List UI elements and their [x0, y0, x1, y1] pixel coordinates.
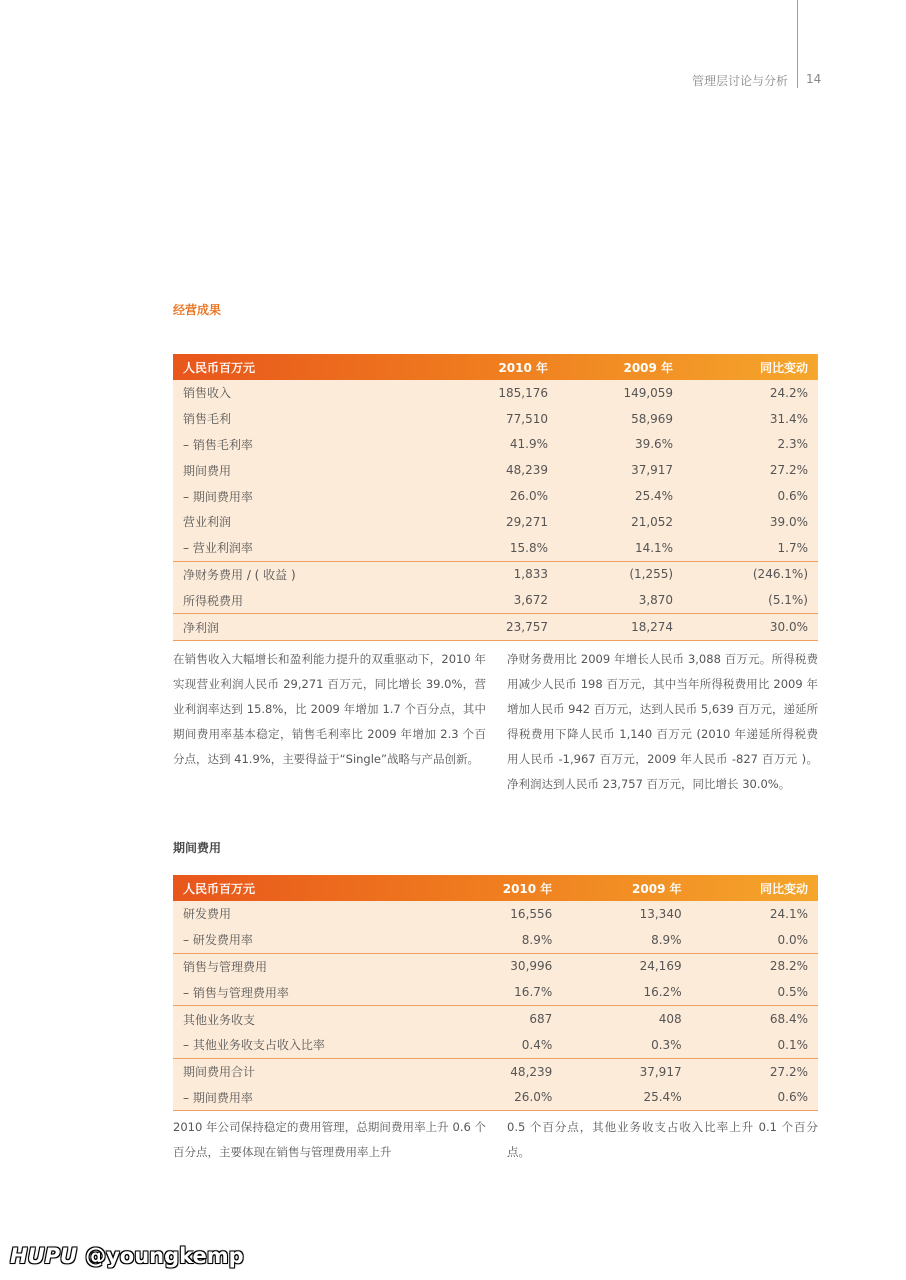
cell: 27.2% — [683, 457, 818, 483]
cell: 18,274 — [558, 614, 683, 641]
results-paragraph-left: 在销售收入大幅增长和盈利能力提升的双重驱动下，2010 年实现营业利润人民币 29,271 百万元，同比增长 39.0%，营业利润率达到 15.8%，比 2009 年增加 1.7 个百分点，其中期间费用率基本稳定，销售毛利率比 2009 年增加 2.3 个百分点，达到 41.9%，主要得益于“Single”战略与产品创新。 — [173, 652, 486, 766]
table-row — [173, 483, 818, 509]
row-label: – 营业利润率 — [173, 535, 433, 561]
column-header: 2010 年 — [498, 360, 549, 375]
table-row — [173, 1006, 818, 1032]
column-header: 人民币百万元 — [183, 881, 256, 896]
cell: (1,255) — [558, 561, 683, 587]
cell: 28.2% — [692, 953, 818, 979]
cell: 25.4% — [562, 1085, 691, 1111]
table-row — [173, 380, 818, 406]
cell: (246.1%) — [683, 561, 818, 587]
row-label: 净财务费用 / ( 收益 ) — [173, 561, 433, 587]
row-label: 营业利润 — [173, 509, 433, 535]
cell: 0.3% — [562, 1032, 691, 1058]
table-row — [173, 979, 818, 1005]
expenses-table — [173, 875, 818, 1111]
table-row — [173, 535, 818, 561]
watermark-brand: HUPU — [10, 1244, 78, 1268]
column-header: 2009 年 — [623, 360, 674, 375]
cell: (5.1%) — [683, 587, 818, 613]
cell: 25.4% — [558, 483, 683, 509]
row-label: 期间费用合计 — [173, 1058, 433, 1084]
cell: 48,239 — [433, 1058, 562, 1084]
section-title-results: 经营成果 — [173, 303, 222, 317]
cell: 24.1% — [692, 901, 818, 927]
cell: 14.1% — [558, 535, 683, 561]
cell: 24,169 — [562, 953, 691, 979]
row-label: 期间费用 — [173, 457, 433, 483]
cell: 21,052 — [558, 509, 683, 535]
table-header-row — [173, 875, 818, 901]
table-row — [173, 901, 818, 927]
page-number: 14 — [806, 72, 822, 86]
cell: 0.6% — [683, 483, 818, 509]
table-row — [173, 432, 818, 458]
row-label: 所得税费用 — [173, 587, 433, 613]
table-row — [173, 457, 818, 483]
row-label: 净利润 — [173, 614, 433, 641]
cell: 0.4% — [433, 1032, 562, 1058]
cell: 149,059 — [558, 380, 683, 406]
cell: 26.0% — [433, 1085, 562, 1111]
cell: 58,969 — [558, 406, 683, 432]
cell: 687 — [433, 1006, 562, 1032]
cell: 23,757 — [433, 614, 558, 641]
row-label: 研发费用 — [173, 901, 433, 927]
column-header: 2009 年 — [632, 881, 682, 896]
table-row — [173, 561, 818, 587]
row-label: – 其他业务收支占收入比率 — [173, 1032, 433, 1058]
column-header: 2010 年 — [502, 881, 553, 896]
cell: 15.8% — [433, 535, 558, 561]
header-rule — [797, 0, 798, 88]
row-label: 销售毛利 — [173, 406, 433, 432]
results-paragraph-right: 净财务费用比 2009 年增长人民币 3,088 百万元。所得税费用减少人民币 198 百万元，其中当年所得税费用比 2009 年增加人民币 942 百万元，达到人民币 5,639 百万元，递延所得税费用下降人民币 1,140 百万元 (2010 年递延所得税费用人民币 -1,967 百万元，2009 年人民币 -827 百万元 )。净利润达到人民币 23,757 百万元，同比增长 30.0%。 — [507, 652, 818, 791]
cell: 39.0% — [683, 509, 818, 535]
row-label: – 销售与管理费用率 — [173, 979, 433, 1005]
table-row — [173, 1085, 818, 1111]
row-label: 其他业务收支 — [173, 1006, 433, 1032]
cell: 48,239 — [433, 457, 558, 483]
cell: 2.3% — [683, 432, 818, 458]
cell: 37,917 — [562, 1058, 691, 1084]
row-label: – 研发费用率 — [173, 927, 433, 953]
cell: 3,672 — [433, 587, 558, 613]
cell: 185,176 — [433, 380, 558, 406]
cell: 77,510 — [433, 406, 558, 432]
cell: 39.6% — [558, 432, 683, 458]
cell: 0.5% — [692, 979, 818, 1005]
table-row — [173, 953, 818, 979]
table-row — [173, 587, 818, 613]
cell: 1.7% — [683, 535, 818, 561]
cell: 0.0% — [692, 927, 818, 953]
watermark-handle: @youngkemp — [85, 1244, 244, 1268]
cell: 31.4% — [683, 406, 818, 432]
table-row — [173, 406, 818, 432]
cell: 16.7% — [433, 979, 562, 1005]
cell: 30.0% — [683, 614, 818, 641]
expenses-paragraph-left: 2010 年公司保持稳定的费用管理，总期间费用率上升 0.6 个百分点，主要体现在销售与管理费用率上升 — [173, 1120, 486, 1159]
cell: 3,870 — [558, 587, 683, 613]
row-label: – 期间费用率 — [173, 483, 433, 509]
cell: 29,271 — [433, 509, 558, 535]
running-header: 管理层讨论与分析 — [691, 74, 788, 88]
column-header: 同比变动 — [759, 360, 808, 375]
section-title-expenses: 期间费用 — [173, 841, 222, 855]
row-label: 销售收入 — [173, 380, 433, 406]
table-row — [173, 1032, 818, 1058]
cell: 16,556 — [433, 901, 562, 927]
table-row — [173, 614, 818, 641]
cell: 24.2% — [683, 380, 818, 406]
row-label: 销售与管理费用 — [173, 953, 433, 979]
table-row — [173, 1058, 818, 1084]
row-label: – 期间费用率 — [173, 1085, 433, 1111]
cell: 16.2% — [562, 979, 691, 1005]
cell: 41.9% — [433, 432, 558, 458]
cell: 26.0% — [433, 483, 558, 509]
cell: 13,340 — [562, 901, 691, 927]
cell: 8.9% — [562, 927, 691, 953]
table-row — [173, 927, 818, 953]
expenses-paragraph-right: 0.5 个百分点，其他业务收支占收入比率上升 0.1 个百分点。 — [507, 1120, 818, 1159]
cell: 37,917 — [558, 457, 683, 483]
results-table — [173, 354, 818, 641]
cell: 0.1% — [692, 1032, 818, 1058]
row-label: – 销售毛利率 — [173, 432, 433, 458]
column-header: 人民币百万元 — [183, 360, 256, 375]
column-header: 同比变动 — [759, 881, 808, 896]
cell: 1,833 — [433, 561, 558, 587]
table-row — [173, 509, 818, 535]
cell: 0.6% — [692, 1085, 818, 1111]
cell: 27.2% — [692, 1058, 818, 1084]
cell: 8.9% — [433, 927, 562, 953]
cell: 68.4% — [692, 1006, 818, 1032]
cell: 30,996 — [433, 953, 562, 979]
watermark — [10, 1244, 244, 1268]
cell: 408 — [562, 1006, 691, 1032]
table-header-row — [173, 354, 818, 380]
